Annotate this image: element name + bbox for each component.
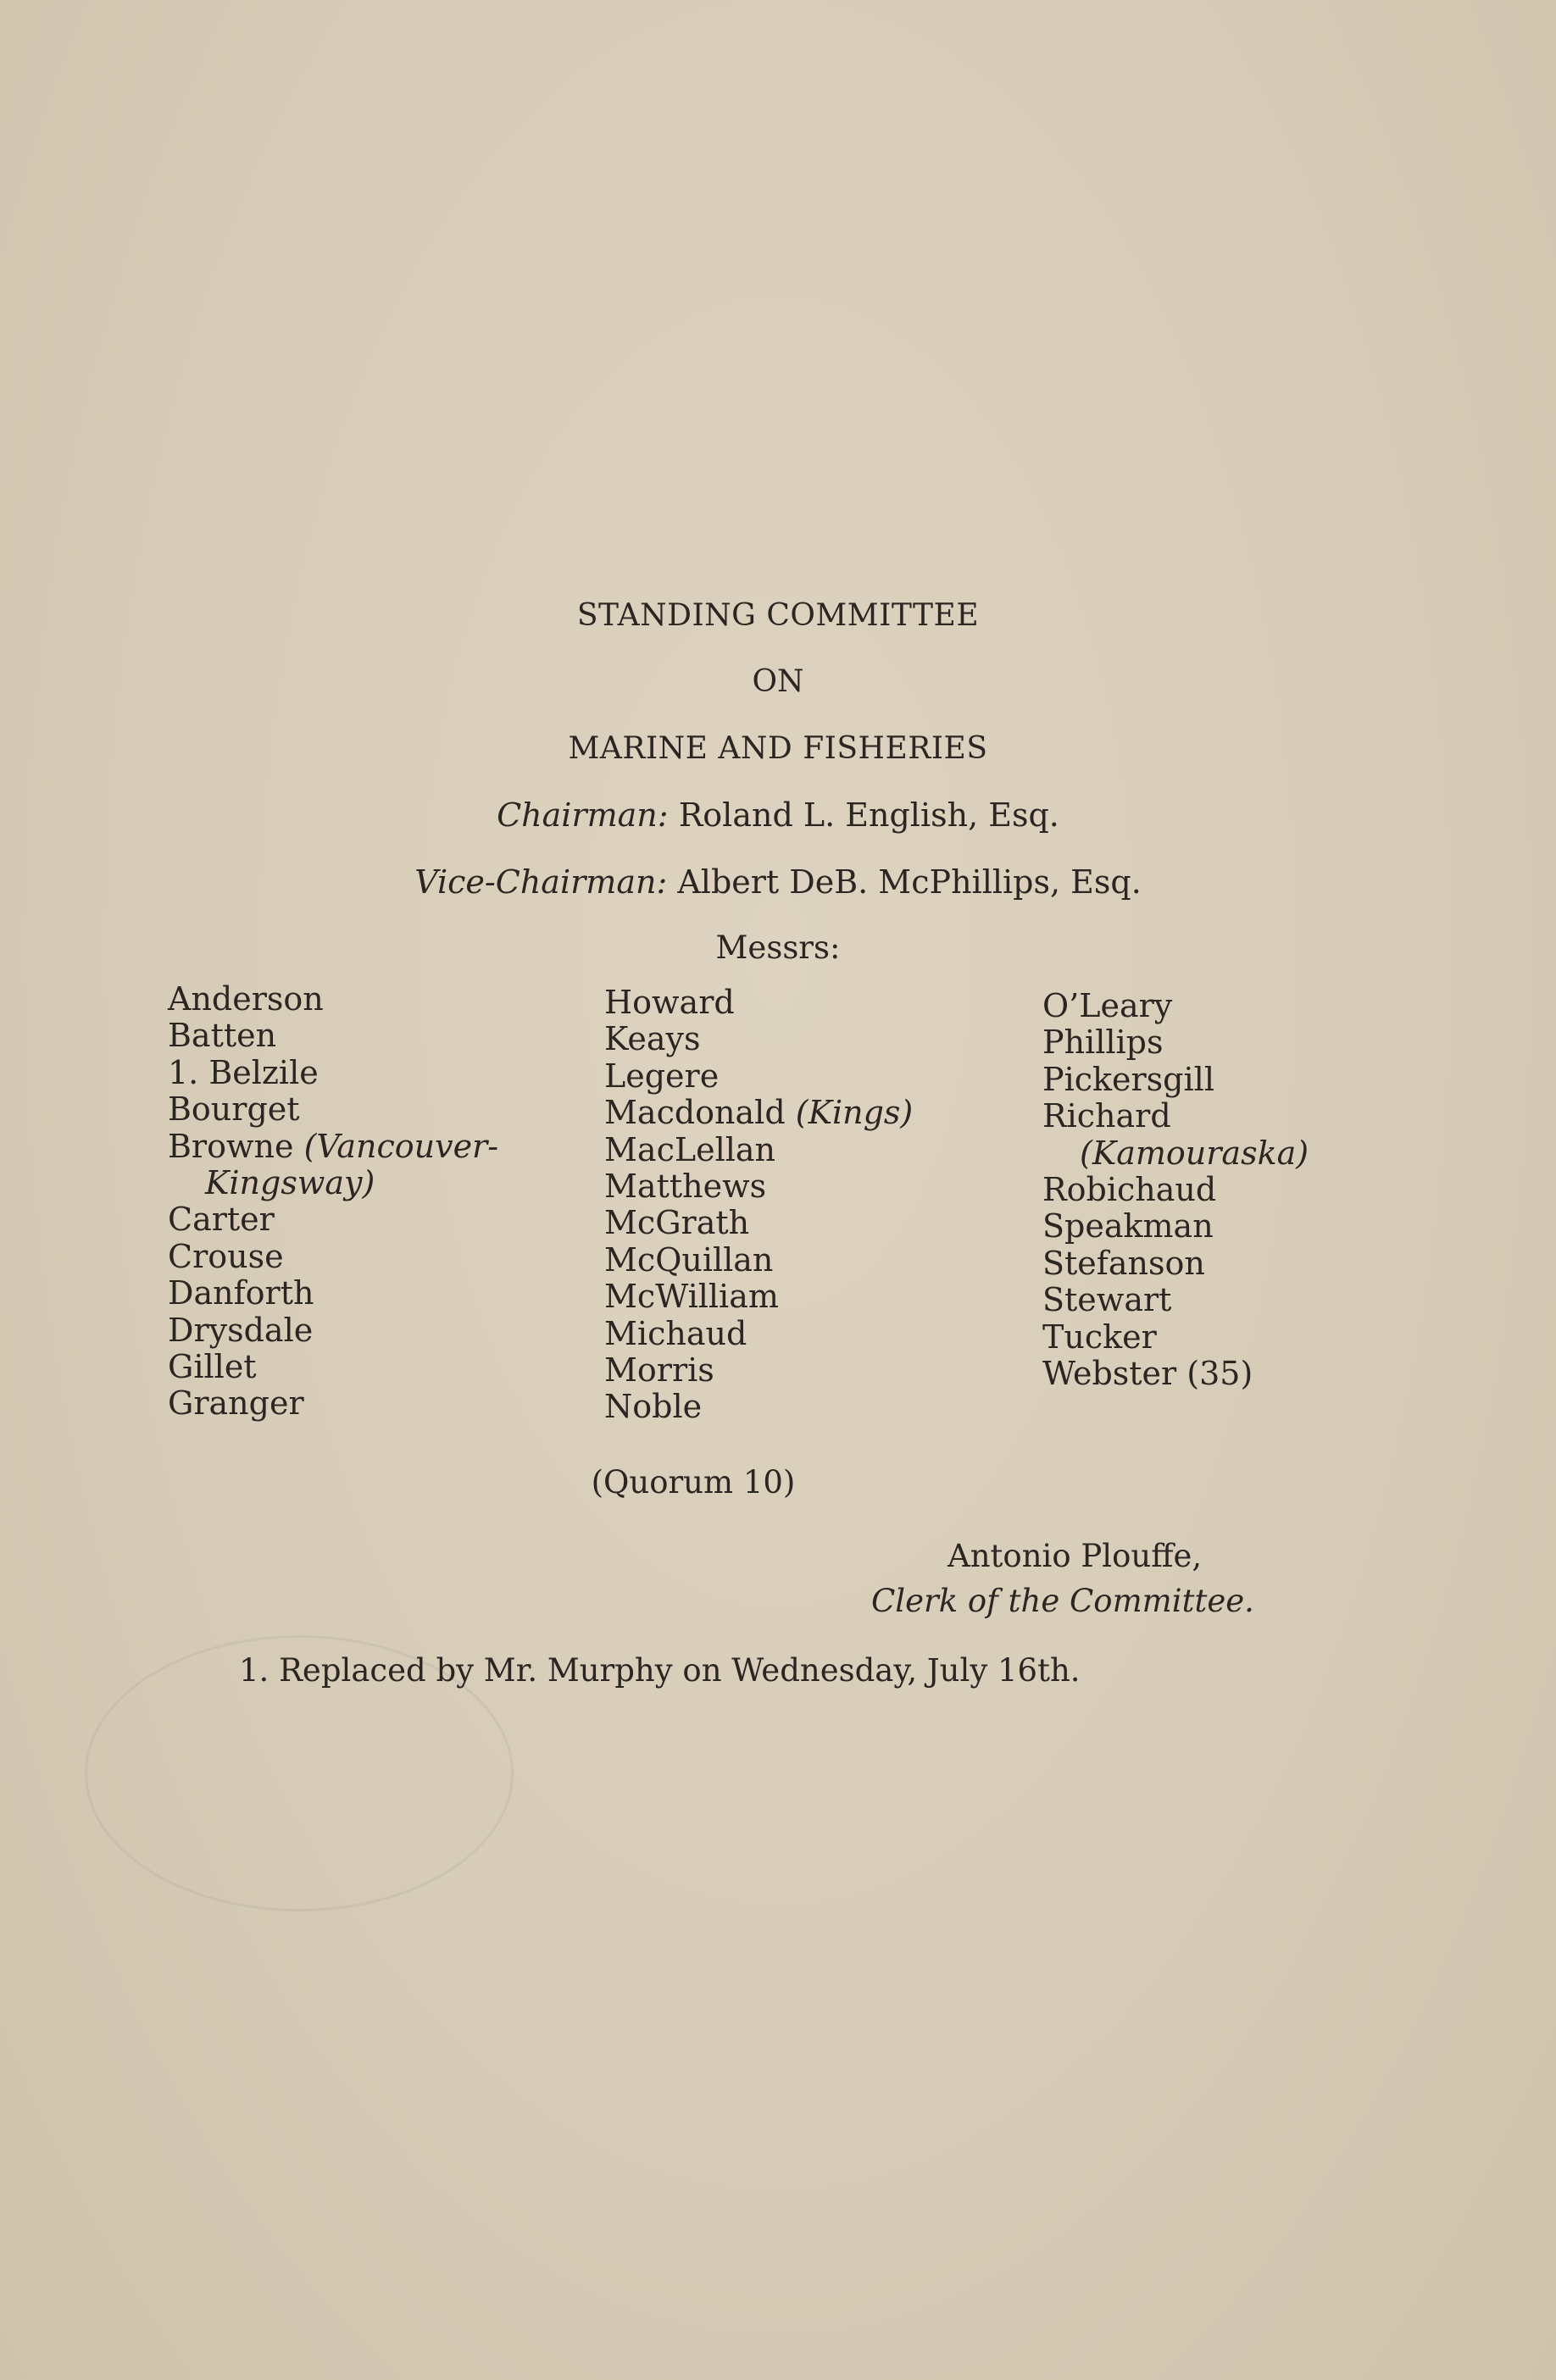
member-browne-name: Browne [168, 1127, 294, 1165]
heading-line-1: STANDING COMMITTEE [576, 598, 980, 633]
member-pickersgill: Pickersgill [1042, 1060, 1214, 1098]
chairman-label: Chairman: [497, 796, 669, 834]
member-mcgrath: McGrath [604, 1204, 750, 1242]
member-browne [168, 1129, 498, 1165]
member-granger: Granger [168, 1384, 304, 1423]
member-gillet: Gillet [168, 1348, 257, 1386]
member-legere: Legere [604, 1057, 720, 1095]
member-mcwilliam: McWilliam [604, 1278, 779, 1316]
member-danforth: Danforth [168, 1274, 314, 1312]
messrs-label: Messrs: [715, 929, 841, 966]
quorum-note: (Quorum 10) [591, 1464, 796, 1501]
clerk-title: Clerk of the Committee. [871, 1583, 1254, 1619]
members-column-2 [604, 985, 913, 1426]
member-robichaud: Robichaud [1042, 1171, 1217, 1209]
member-tucker: Tucker [1042, 1318, 1157, 1356]
vice-chairman-line [0, 863, 1556, 901]
member-bourget: Bourget [168, 1090, 300, 1129]
member-howard: Howard [604, 984, 735, 1021]
members-column-3 [1042, 988, 1309, 1392]
vice-chairman-name: Albert DeB. McPhillips, Esq. [677, 863, 1142, 901]
member-keays: Keays [604, 1020, 701, 1058]
member-matthews: Matthews [604, 1168, 767, 1206]
member-stefanson: Stefanson [1042, 1244, 1205, 1282]
heading-line-3: MARINE AND FISHERIES [568, 731, 988, 766]
member-maclellan: MacLellan [604, 1130, 776, 1168]
member-webster: Webster (35) [1042, 1355, 1253, 1393]
member-stewart: Stewart [1042, 1281, 1172, 1319]
member-michaud: Michaud [604, 1314, 747, 1352]
member-drysdale: Drysdale [168, 1311, 314, 1349]
member-morris: Morris [604, 1351, 714, 1390]
member-belzile: 1. Belzile [168, 1053, 319, 1091]
member-speakman: Speakman [1042, 1207, 1214, 1245]
member-browne-riding-cont: Kingsway) [205, 1164, 375, 1202]
chairman-line [0, 796, 1556, 834]
member-macdonald-riding: (Kings) [795, 1094, 914, 1132]
vice-chairman-label: Vice-Chairman: [414, 863, 668, 901]
member-batten: Batten [168, 1017, 277, 1055]
chairman-name: Roland L. English, Esq. [678, 796, 1059, 834]
member-macdonald [604, 1095, 913, 1131]
member-crouse: Crouse [168, 1237, 284, 1275]
footnote: 1. Replaced by Mr. Murphy on Wednesday, July 16th. [239, 1652, 1081, 1689]
heading-line-2: ON [752, 664, 804, 699]
members-column-1 [168, 981, 498, 1423]
member-anderson: Anderson [168, 980, 324, 1018]
member-carter: Carter [168, 1201, 275, 1239]
member-noble: Noble [604, 1388, 703, 1426]
clerk-name: Antonio Plouffe, [947, 1538, 1203, 1574]
member-macdonald-name: Macdonald [604, 1094, 786, 1132]
member-mcquillan: McQuillan [604, 1240, 774, 1279]
member-richard-riding: (Kamouraska) [1080, 1134, 1309, 1172]
member-richard: Richard [1042, 1097, 1171, 1135]
member-oleary: O’Leary [1042, 987, 1173, 1024]
member-browne-riding: (Vancouver- [303, 1127, 499, 1165]
member-phillips: Phillips [1042, 1024, 1164, 1062]
